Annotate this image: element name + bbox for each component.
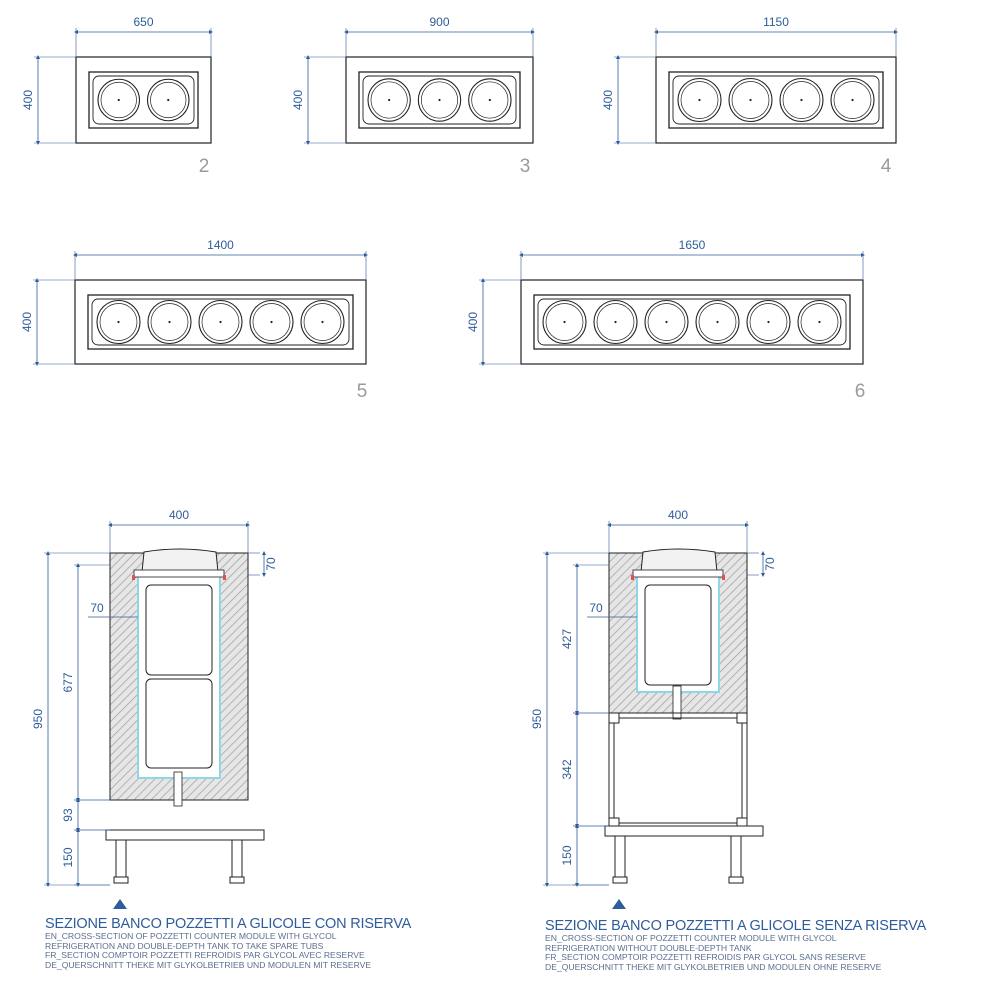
depth-dimension-label: 400 — [601, 89, 615, 111]
caption-line-en-2: REFRIGERATION AND DOUBLE-DEPTH TANK TO TAKE SPARE TUBS — [45, 940, 324, 951]
caption-line-de: DE_QUERSCHNITT THEKE MIT GLYKOLBETRIEB UND MODULEN OHNE RESERVE — [545, 961, 882, 972]
tub-center — [388, 99, 390, 101]
caption-line-en-1: EN_CROSS-SECTION OF POZZETTI COUNTER MODULE WITH GLYCOL — [45, 931, 337, 941]
tub-center — [665, 321, 667, 323]
module-plan-6 — [466, 238, 865, 402]
tub-center — [851, 99, 853, 101]
tub-center — [117, 321, 119, 323]
module-count-label: 3 — [519, 156, 531, 177]
wall-dimension-label: 70 — [589, 601, 603, 615]
depth-dimension-label: 400 — [20, 311, 34, 333]
tub-center — [614, 321, 616, 323]
section-marker — [113, 899, 127, 909]
depth-dimension-label: 400 — [466, 311, 480, 333]
top-thickness-dimension-label: 70 — [264, 557, 278, 571]
tub-center — [489, 99, 491, 101]
leg-height-dimension-label: 150 — [61, 847, 75, 868]
module-count-label: 6 — [854, 381, 866, 402]
lid — [641, 549, 717, 572]
leg-foot — [729, 877, 743, 883]
drain-pipe — [174, 772, 182, 806]
tub-lower — [146, 679, 212, 768]
module-count-label: 2 — [198, 156, 210, 177]
section-width-dimension-label: 400 — [168, 508, 190, 522]
leg-foot — [114, 877, 128, 883]
seal-right — [722, 575, 725, 580]
tub-center — [749, 99, 751, 101]
caption-line-fr: FR_SECTION COMPTOIR POZZETTI REFROIDIS PAR GLYCOL AVEC RESERVE — [45, 950, 365, 961]
tub-upper — [146, 585, 212, 675]
width-dimension-label: 1650 — [678, 238, 706, 252]
frame-corner — [737, 713, 747, 723]
lid — [142, 549, 218, 572]
tub-upper — [645, 585, 711, 685]
tub-center — [716, 321, 718, 323]
base-height-dimension-label: 93 — [61, 808, 75, 822]
rim — [633, 570, 723, 577]
tub-center — [168, 321, 170, 323]
base-plate — [106, 830, 264, 840]
leg — [731, 836, 741, 877]
leg-foot — [613, 877, 627, 883]
tank-height-dimension-label: 427 — [560, 628, 574, 650]
caption-line-de: DE_QUERSCHNITT THEKE MIT GLYKOLBETRIEB UND MODULEN MIT RESERVE — [45, 959, 372, 970]
tub-center — [270, 321, 272, 323]
caption-with-reserve — [45, 916, 411, 970]
module-plan-4 — [601, 15, 896, 177]
leg — [615, 836, 625, 877]
frame-height-dimension-label: 342 — [560, 759, 574, 780]
caption-title: SEZIONE BANCO POZZETTI A GLICOLE CON RISERVA — [45, 916, 412, 932]
width-dimension-label: 1150 — [763, 15, 789, 29]
module-count-label: 5 — [356, 381, 368, 402]
depth-dimension-label: 400 — [291, 89, 305, 111]
section-with-reserve — [31, 508, 278, 909]
tub-center — [698, 99, 700, 101]
module-plans — [20, 15, 896, 402]
frame-corner — [609, 713, 619, 723]
seal-left — [631, 575, 634, 580]
total-height-dimension-label: 950 — [31, 708, 45, 730]
seal-left — [132, 575, 135, 580]
section-width-dimension-label: 400 — [667, 508, 689, 522]
base-plate — [605, 826, 763, 836]
caption-without-reserve — [545, 918, 926, 972]
caption-line-fr: FR_SECTION COMPTOIR POZZETTI REFROIDIS PAR GLYCOL SANS RESERVE — [545, 952, 866, 963]
caption-title: SEZIONE BANCO POZZETTI A GLICOLE SENZA RISERVA — [545, 918, 927, 934]
depth-dimension-label: 400 — [21, 89, 35, 111]
module-plan-2 — [21, 15, 211, 177]
tub-center — [438, 99, 440, 101]
support-frame — [609, 713, 747, 826]
width-dimension-label: 900 — [429, 15, 450, 29]
tub-center — [118, 99, 120, 101]
tub-center — [818, 321, 820, 323]
width-dimension-label: 1400 — [207, 238, 234, 252]
seal-right — [223, 575, 226, 580]
leg-foot — [230, 877, 244, 883]
drain-pipe — [673, 686, 681, 719]
tub-center — [219, 321, 221, 323]
wall-dimension-label: 70 — [90, 601, 104, 615]
leg — [116, 840, 126, 877]
caption-line-en-2: REFRIGERATION WITHOUT DOUBLE-DEPTH TANK — [545, 942, 752, 953]
total-height-dimension-label: 950 — [530, 708, 544, 730]
tank-height-dimension-label: 677 — [61, 672, 75, 693]
caption-line-en-1: EN_CROSS-SECTION OF POZZETTI COUNTER MODULE WITH GLYCOL — [545, 933, 837, 943]
leg — [232, 840, 242, 877]
leg-height-dimension-label: 150 — [560, 845, 574, 866]
top-thickness-dimension-label: 70 — [763, 557, 777, 571]
module-count-label: 4 — [880, 156, 892, 177]
rim — [134, 570, 224, 577]
tub-center — [767, 321, 769, 323]
module-plan-5 — [20, 238, 367, 402]
tub-center — [167, 99, 169, 101]
module-plan-3 — [291, 15, 533, 177]
section-marker — [612, 899, 626, 909]
tub-center — [321, 321, 323, 323]
width-dimension-label: 650 — [133, 15, 154, 29]
section-without-reserve — [530, 508, 777, 909]
tub-center — [563, 321, 565, 323]
tub-center — [800, 99, 802, 101]
